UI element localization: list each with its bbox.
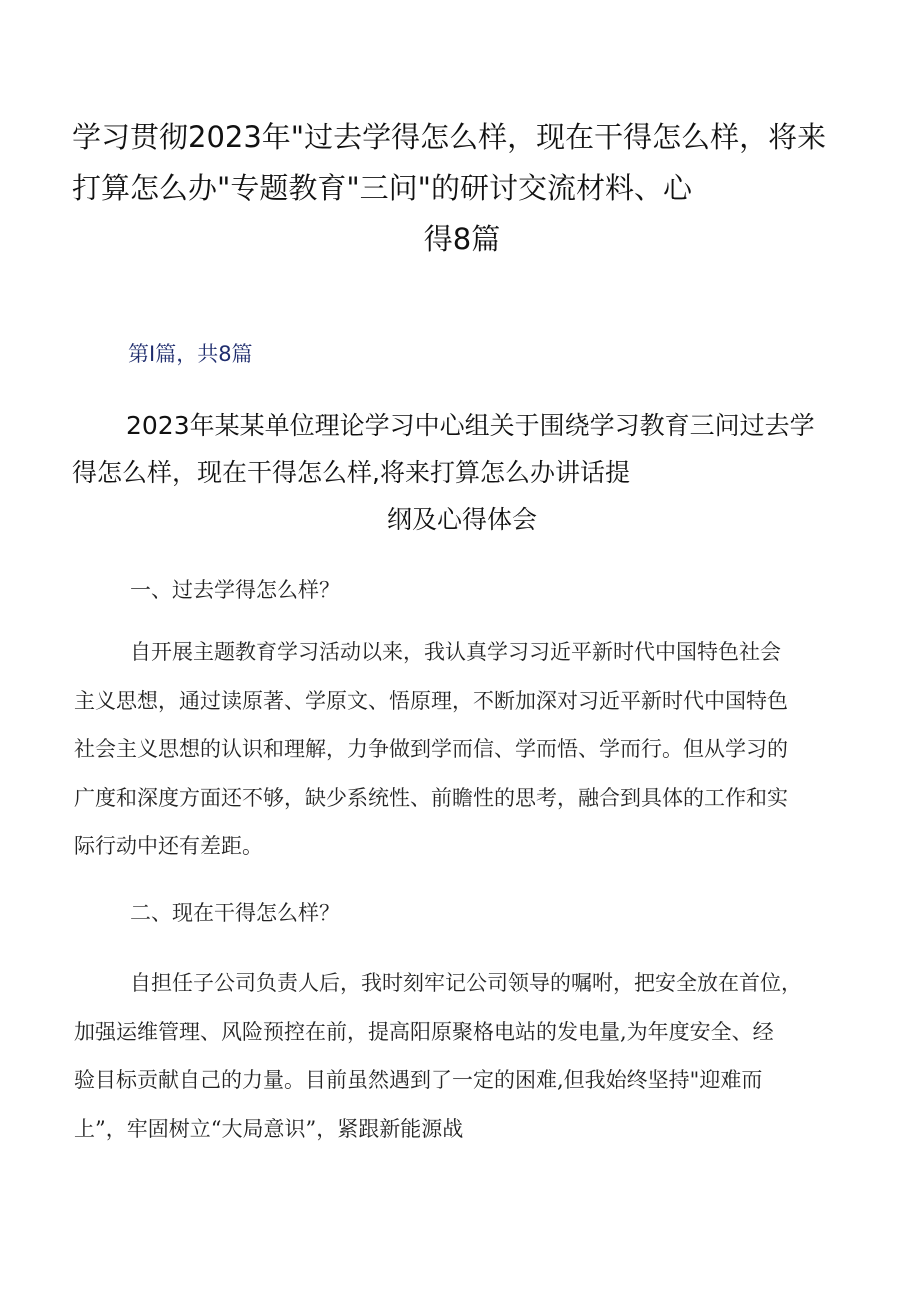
paragraph-line: 验目标贡献自己的力量。目前虽然遇到了一定的困难,但我始终坚持"迎难而 [74,1068,763,1092]
paragraph-line: 社会主义思想的认识和理解，力争做到学而信、学而悟、学而行。但从学习的 [74,737,788,761]
document-title [72,112,852,265]
paragraph-line: 广度和深度方面还不够，缺少系统性、前瞻性的思考，融合到具体的工作和实 [74,785,788,810]
paragraph-2 [74,959,864,1153]
paragraph-line: 加强运维管理、风险预控在前，提高阳原聚格电站的发电量,为年度安全、经 [74,1019,774,1044]
article-title-line: 2023年某某单位理论学习中心组关于围绕学习教育三问过去学 [126,411,815,440]
title-line: 学习贯彻2023年"过去学得怎么样，现在干得怎么样，将来 [72,120,827,154]
paragraph-line: 上”，牢固树立“大局意识”，紧跟新能源战 [74,1116,464,1141]
paragraph-line: 际行动中还有差距。 [74,834,263,858]
section-label: 第I篇，共8篇 [128,342,253,366]
article-title-line: 得怎么样，现在干得怎么样,将来打算怎么办讲话提 [72,458,630,487]
heading-text: 一、过去学得怎么样？ [130,578,340,602]
paragraph-1 [74,628,864,871]
paragraph-line: 自担任子公司负责人后，我时刻牢记公司领导的嘱咐，把安全放在首位， [130,971,802,995]
section-heading-2 [74,889,864,938]
article-title [72,402,852,543]
heading-text: 二、现在干得怎么样？ [130,901,340,925]
paragraph-line: 自开展主题教育学习活动以来，我认真学习习近平新时代中国特色社会 [130,640,781,664]
title-line: 得8篇 [423,222,501,256]
article-title-line: 纲及心得体会 [386,505,537,534]
section-heading-1 [74,566,864,615]
paragraph-line: 主义思想，通过读原著、学原文、悟原理，不断加深对习近平新时代中国特色 [74,688,788,713]
title-line: 打算怎么办"专题教育"三问"的研讨交流材料、心 [72,171,693,205]
